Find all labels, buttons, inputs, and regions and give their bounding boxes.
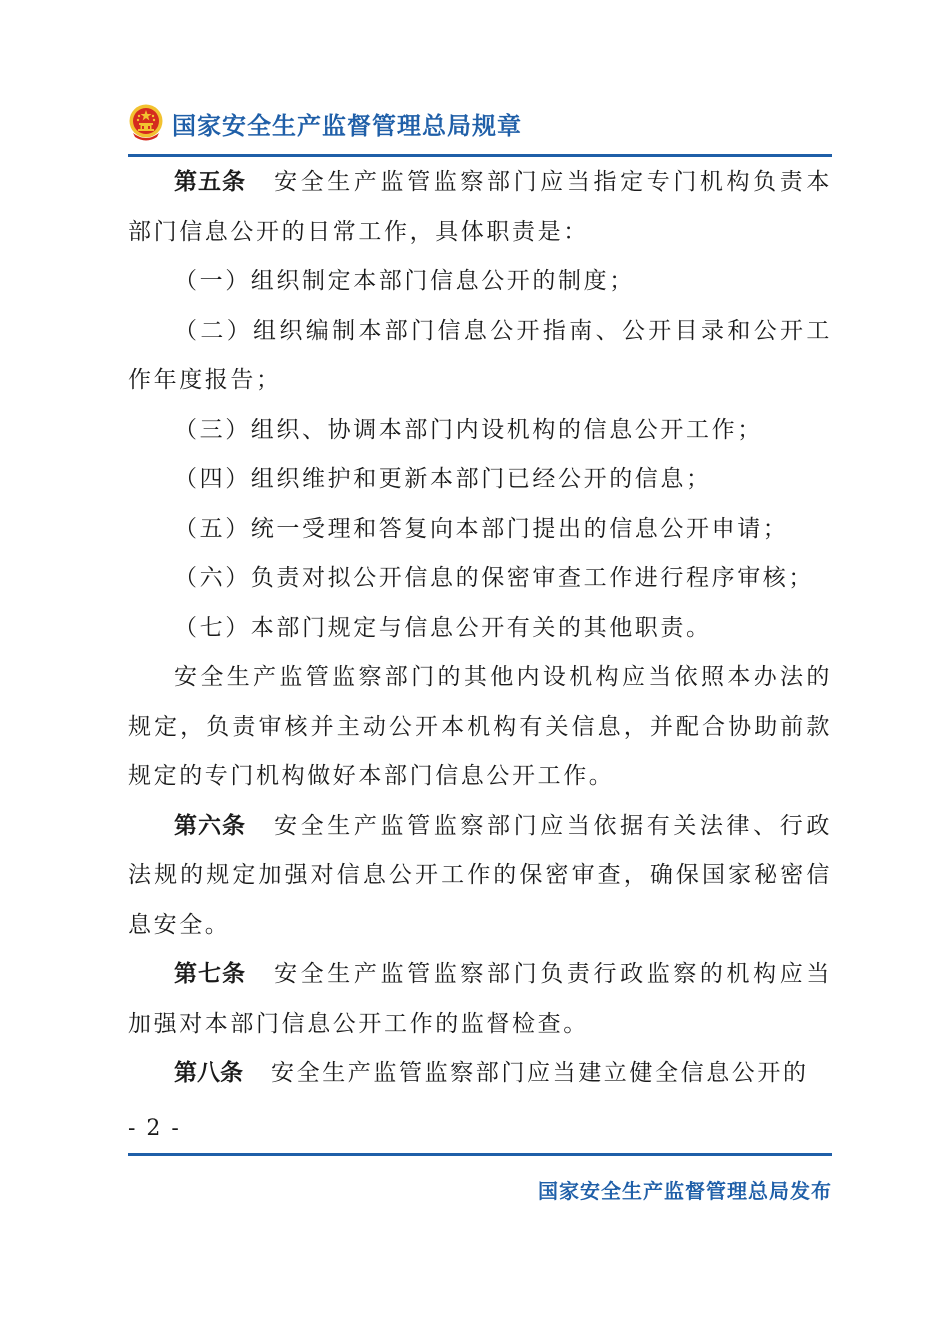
article-7	[128, 950, 832, 1049]
page-number: - 2 -	[128, 1116, 181, 1141]
paragraph-other-units: 安全生产监管监察部门的其他内设机构应当依照本办法的规定，负责审核并主动公开本机构有关信息，并配合协助前款规定的专门机构做好本部门信息公开工作。	[128, 664, 832, 789]
duty-item-2: （二）组织编制本部门信息公开指南、公开目录和公开工作年度报告；	[128, 317, 832, 393]
footer-publisher: 国家安全生产监督管理总局发布	[538, 1179, 832, 1203]
duty-item-7: （七）本部门规定与信息公开有关的其他职责。	[174, 614, 712, 641]
national-emblem-icon	[128, 103, 164, 143]
duty-item-6: （六）负责对拟公开信息的保密审查工作进行程序审核；	[174, 565, 814, 591]
document-body	[128, 158, 832, 1099]
article-5-label: 第五条	[174, 169, 247, 195]
article-8-label: 第八条	[174, 1060, 243, 1086]
duty-item-1: （一）组织制定本部门信息公开的制度；	[174, 268, 635, 294]
page-header	[128, 100, 522, 146]
header-divider	[128, 154, 832, 157]
header-title: 国家安全生产监督管理总局规章	[172, 111, 522, 140]
article-6-label: 第六条	[174, 812, 247, 839]
article-5	[128, 158, 832, 257]
duty-item-4: （四）组织维护和更新本部门已经公开的信息；	[174, 466, 712, 492]
duty-item-3: （三）组织、协调本部门内设机构的信息公开工作；	[174, 416, 763, 443]
article-8-text: 安全生产监管监察部门应当建立健全信息公开的	[271, 1060, 809, 1086]
footer-divider	[128, 1153, 832, 1156]
article-6	[128, 802, 832, 951]
article-7-text: 安全生产监管监察部门负责行政监察的机构应当加强对本部门信息公开工作的监督检查。	[128, 961, 833, 1037]
article-6-text: 安全生产监管监察部门应当依据有关法律、行政法规的规定加强对信息公开工作的保密审查，确保国家秘密信息安全。	[128, 812, 833, 938]
duty-item-5: （五）统一受理和答复向本部门提出的信息公开申请；	[174, 515, 789, 542]
article-7-label: 第七条	[174, 961, 247, 987]
article-5-text: 安全生产监管监察部门应当指定专门机构负责本部门信息公开的日常工作，具体职责是：	[128, 169, 833, 245]
article-8	[128, 1049, 832, 1099]
